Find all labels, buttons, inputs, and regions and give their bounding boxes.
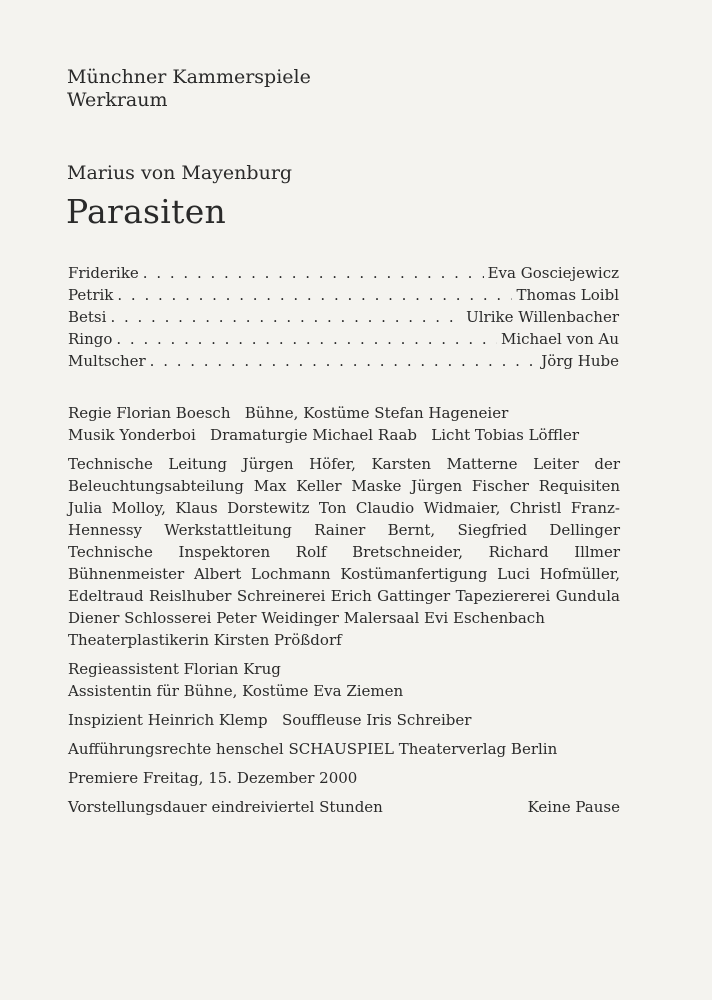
cast-row [68,262,619,284]
cast-role: Multscher [68,352,146,370]
cast-row [68,284,619,306]
credits-music-line: Musik Yonderboi Dramaturgie Michael Raab Licht Tobias Löffler [68,426,580,444]
leader-dots [143,262,484,284]
cast-actor: Jörg Hube [541,352,619,370]
venue-name: Werkraum [67,89,168,111]
credits-duration-row [68,796,620,818]
theatre-name: Münchner Kammerspiele [67,66,311,88]
cast-row [68,306,619,328]
cast-row [68,350,619,372]
leader-dots [150,350,538,372]
play-title: Parasiten [66,192,227,231]
cast-actor: Eva Gosciejewicz [487,264,619,282]
leader-dots [117,284,512,306]
credits-technical: Technische Leitung Jürgen Höfer, Karsten Matterne Leiter der Beleuchtungsabteilung Max Keller Maske Jürgen Fischer Requisiten Julia Molloy, Klaus Dorstewitz Ton Claudio Widmaier, Christl Franz-Hennessy Werkstattleitung Rainer Bernt, Siegfried Dellinger Technische Inspektoren Rolf Bretschneider, Richard Illmer Bühnenmeister Albert Lochmann Kostümanfertigung Luci Hofmüller, Edeltraud Reislhuber Schreinerei Erich Gattinger Tapeziererei Gundula Diener Schlosserei Peter Weidinger Malersaal Evi Eschenbach [68,455,620,627]
cast-role: Betsi [68,308,107,326]
cast-actor: Michael von Au [500,330,619,348]
cast-role: Friderike [68,264,139,282]
credits-assistant-director: Regieassistent Florian Krug [68,660,281,678]
cast-role: Petrik [68,286,114,304]
theatre-header [67,66,311,112]
author-name: Marius von Mayenburg [67,162,293,184]
credits-premiere: Premiere Freitag, 15. Dezember 2000 [68,769,358,787]
credits-duration: Vorstellungsdauer eindreiviertel Stunden [68,798,383,816]
credits-section [68,402,620,818]
credits-assistant-design: Assistentin für Bühne, Kostüme Eva Ziemen [68,682,404,700]
credits-inspizient: Inspizient Heinrich Klemp Souffleuse Iris Schreiber [68,711,472,729]
credits-pause: Keine Pause [527,798,620,816]
credits-direction-line: Regie Florian Boesch Bühne, Kostüme Stefan Hageneier [68,404,509,422]
credits-rights: Aufführungsrechte henschel SCHAUSPIEL Theaterverlag Berlin [68,740,558,758]
leader-dots [110,306,462,328]
cast-actor: Thomas Loibl [516,286,619,304]
cast-actor: Ulrike Willenbacher [466,308,619,326]
cast-list [68,262,619,372]
cast-row [68,328,619,350]
cast-role: Ringo [68,330,113,348]
credits-technical-last: Theaterplastikerin Kirsten Prößdorf [68,631,342,649]
leader-dots [116,328,497,350]
